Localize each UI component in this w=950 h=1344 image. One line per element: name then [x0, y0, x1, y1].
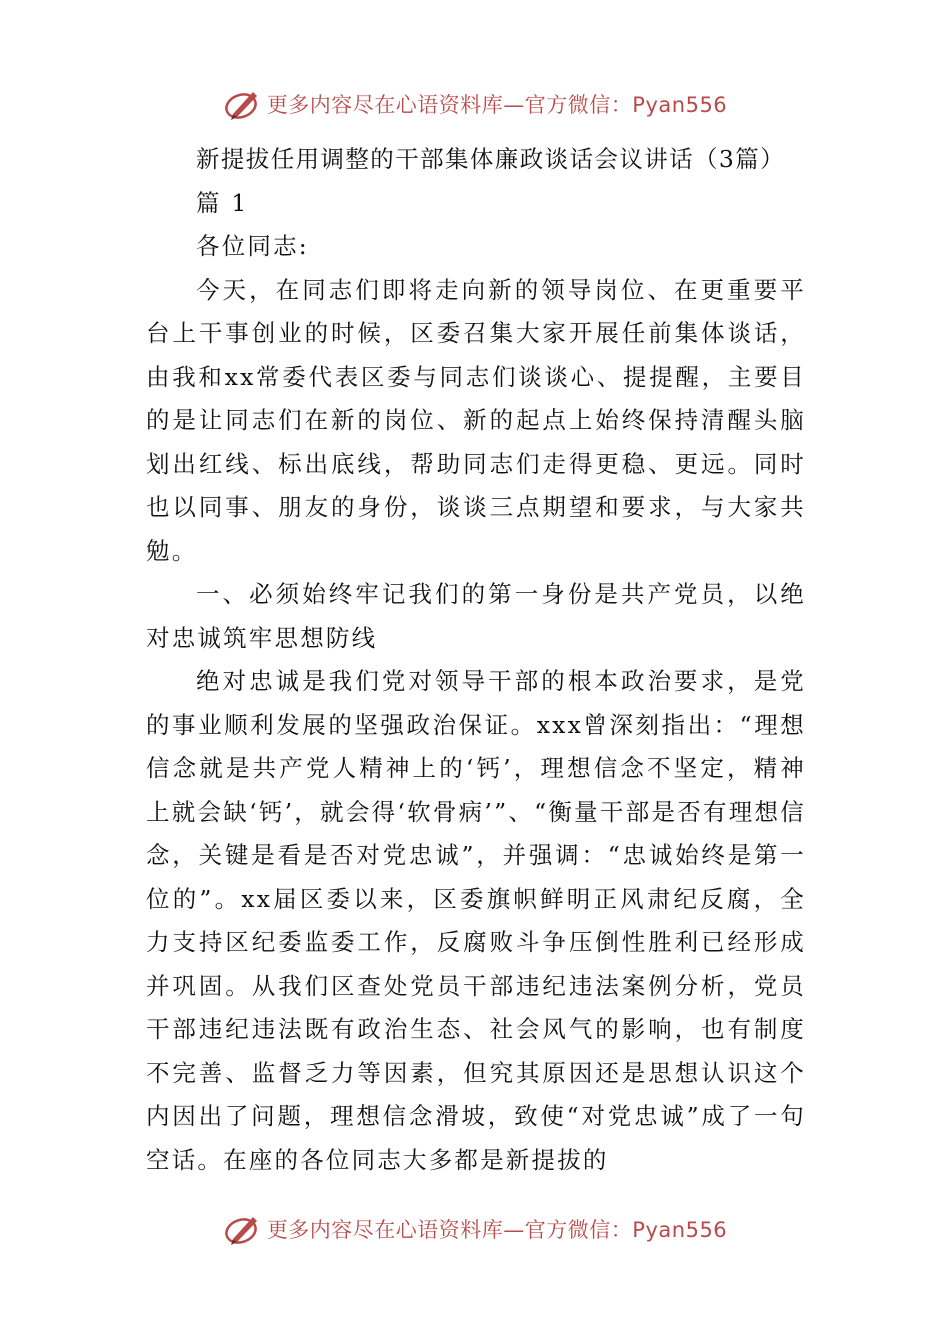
watermark-text: 更多内容尽在心语资料库—官方微信：Pyan556: [266, 93, 728, 117]
salutation: 各位同志:: [196, 232, 309, 260]
pen-logo-icon: [223, 1209, 263, 1249]
watermark-banner-top: [0, 84, 950, 124]
document-body: [146, 138, 806, 1182]
paragraph: 绝对忠诚是我们党对领导干部的根本政治要求，是党的事业顺利发展的坚强政治保证。xxx曾深刻指出：“理想信念就是共产党人精神上的‘钙’，理想信念不坚定，精神上就会缺‘钙’，就会得‘软骨病’”、“衡量干部是否有理想信念，关键是看是否对党忠诚”，并强调：“忠诚始终是第一位的”。xx届区委以来，区委旗帜鲜明正风肃纪反腐，全力支持区纪委监委工作，反腐败斗争压倒性胜利已经形成并巩固。从我们区查处党员干部违纪违法案例分析，党员干部违纪违法既有政治生态、社会风气的影响，也有制度不完善、监督乏力等因素，但究其原因还是思想认识这个内因出了问题，理想信念滑坡，致使“对党忠诚”成了一句空话。在座的各位同志大多都是新提拔的: [146, 667, 806, 1174]
watermark-banner-bottom: [0, 1209, 950, 1249]
watermark-text: 更多内容尽在心语资料库—官方微信：Pyan556: [266, 1218, 728, 1242]
paragraph: 今天，在同志们即将走向新的领导岗位、在更重要平台上干事创业的时候，区委召集大家开展任前集体谈话，由我和xx常委代表区委与同志们谈谈心、提提醒，主要目的是让同志们在新的岗位、新的起点上始终保持清醒头脑划出红线、标出底线，帮助同志们走得更稳、更远。同时也以同事、朋友的身份，谈谈三点期望和要求，与大家共勉。: [146, 275, 806, 565]
pen-logo-icon: [223, 84, 263, 124]
document-title: 新提拔任用调整的干部集体廉政谈话会议讲话（3篇）: [196, 145, 786, 173]
section-heading: 一、必须始终牢记我们的第一身份是共产党员，以绝对忠诚筑牢思想防线: [146, 580, 806, 652]
section-label: 篇 1: [196, 188, 249, 217]
